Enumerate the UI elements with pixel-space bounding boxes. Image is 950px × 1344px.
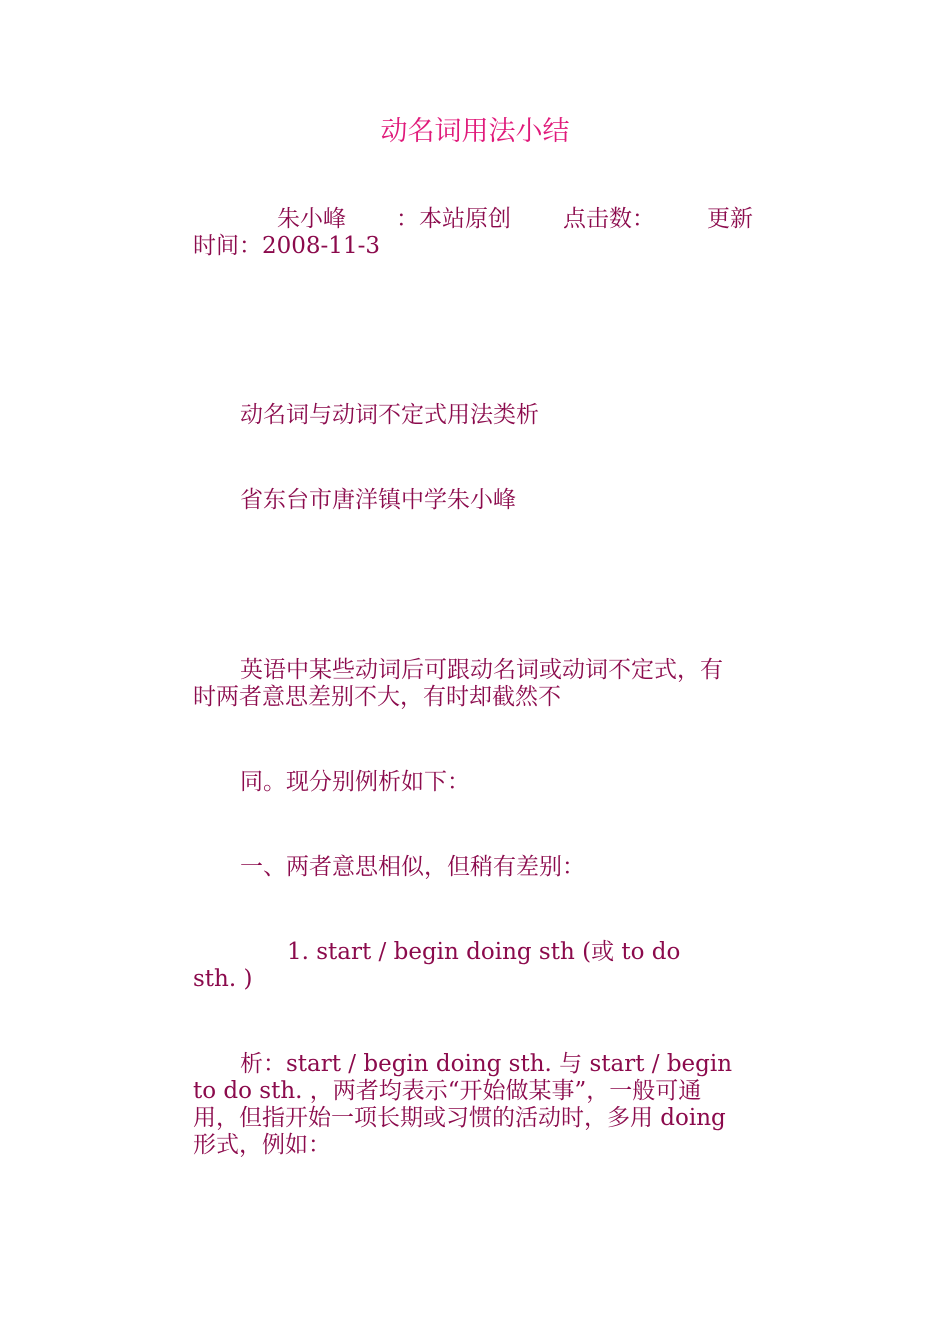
- analysis-line-2: to do sth. ，两者均表示“开始做某事”，一般可通: [193, 1078, 702, 1104]
- intro-continuation: 同。现分别例析如下：: [240, 769, 470, 795]
- intro-line-2: 时两者意思差别不大，有时却截然不: [193, 684, 561, 710]
- analysis-line-3: 用，但指开始一项长期或习惯的活动时，多用 doing: [193, 1105, 726, 1131]
- section-heading: 一、两者意思相似，但稍有差别：: [240, 854, 585, 880]
- meta-author: 朱小峰: [277, 206, 346, 232]
- article-meta: [193, 206, 763, 233]
- subtitle: 动名词与动词不定式用法类析: [240, 402, 539, 428]
- intro-line-1: 英语中某些动词后可跟动名词或动词不定式，有: [240, 657, 723, 683]
- document-title: 动名词用法小结: [380, 116, 570, 147]
- item-1-line-1: 1. start / begin doing sth (或 to do: [287, 939, 681, 965]
- author-line: 省东台市唐洋镇中学朱小峰: [240, 487, 516, 513]
- meta-clicks: 点击数：: [563, 206, 655, 232]
- analysis-line-1: 析：start / begin doing sth. 与 start / begin: [240, 1051, 733, 1077]
- item-1-line-2: sth. ): [193, 966, 253, 992]
- meta-source: ：本站原创: [396, 206, 511, 232]
- meta-update-label: 更新: [707, 206, 753, 232]
- analysis-line-4: 形式，例如：: [193, 1132, 331, 1158]
- meta-time: 时间：2008-11-3: [193, 233, 380, 259]
